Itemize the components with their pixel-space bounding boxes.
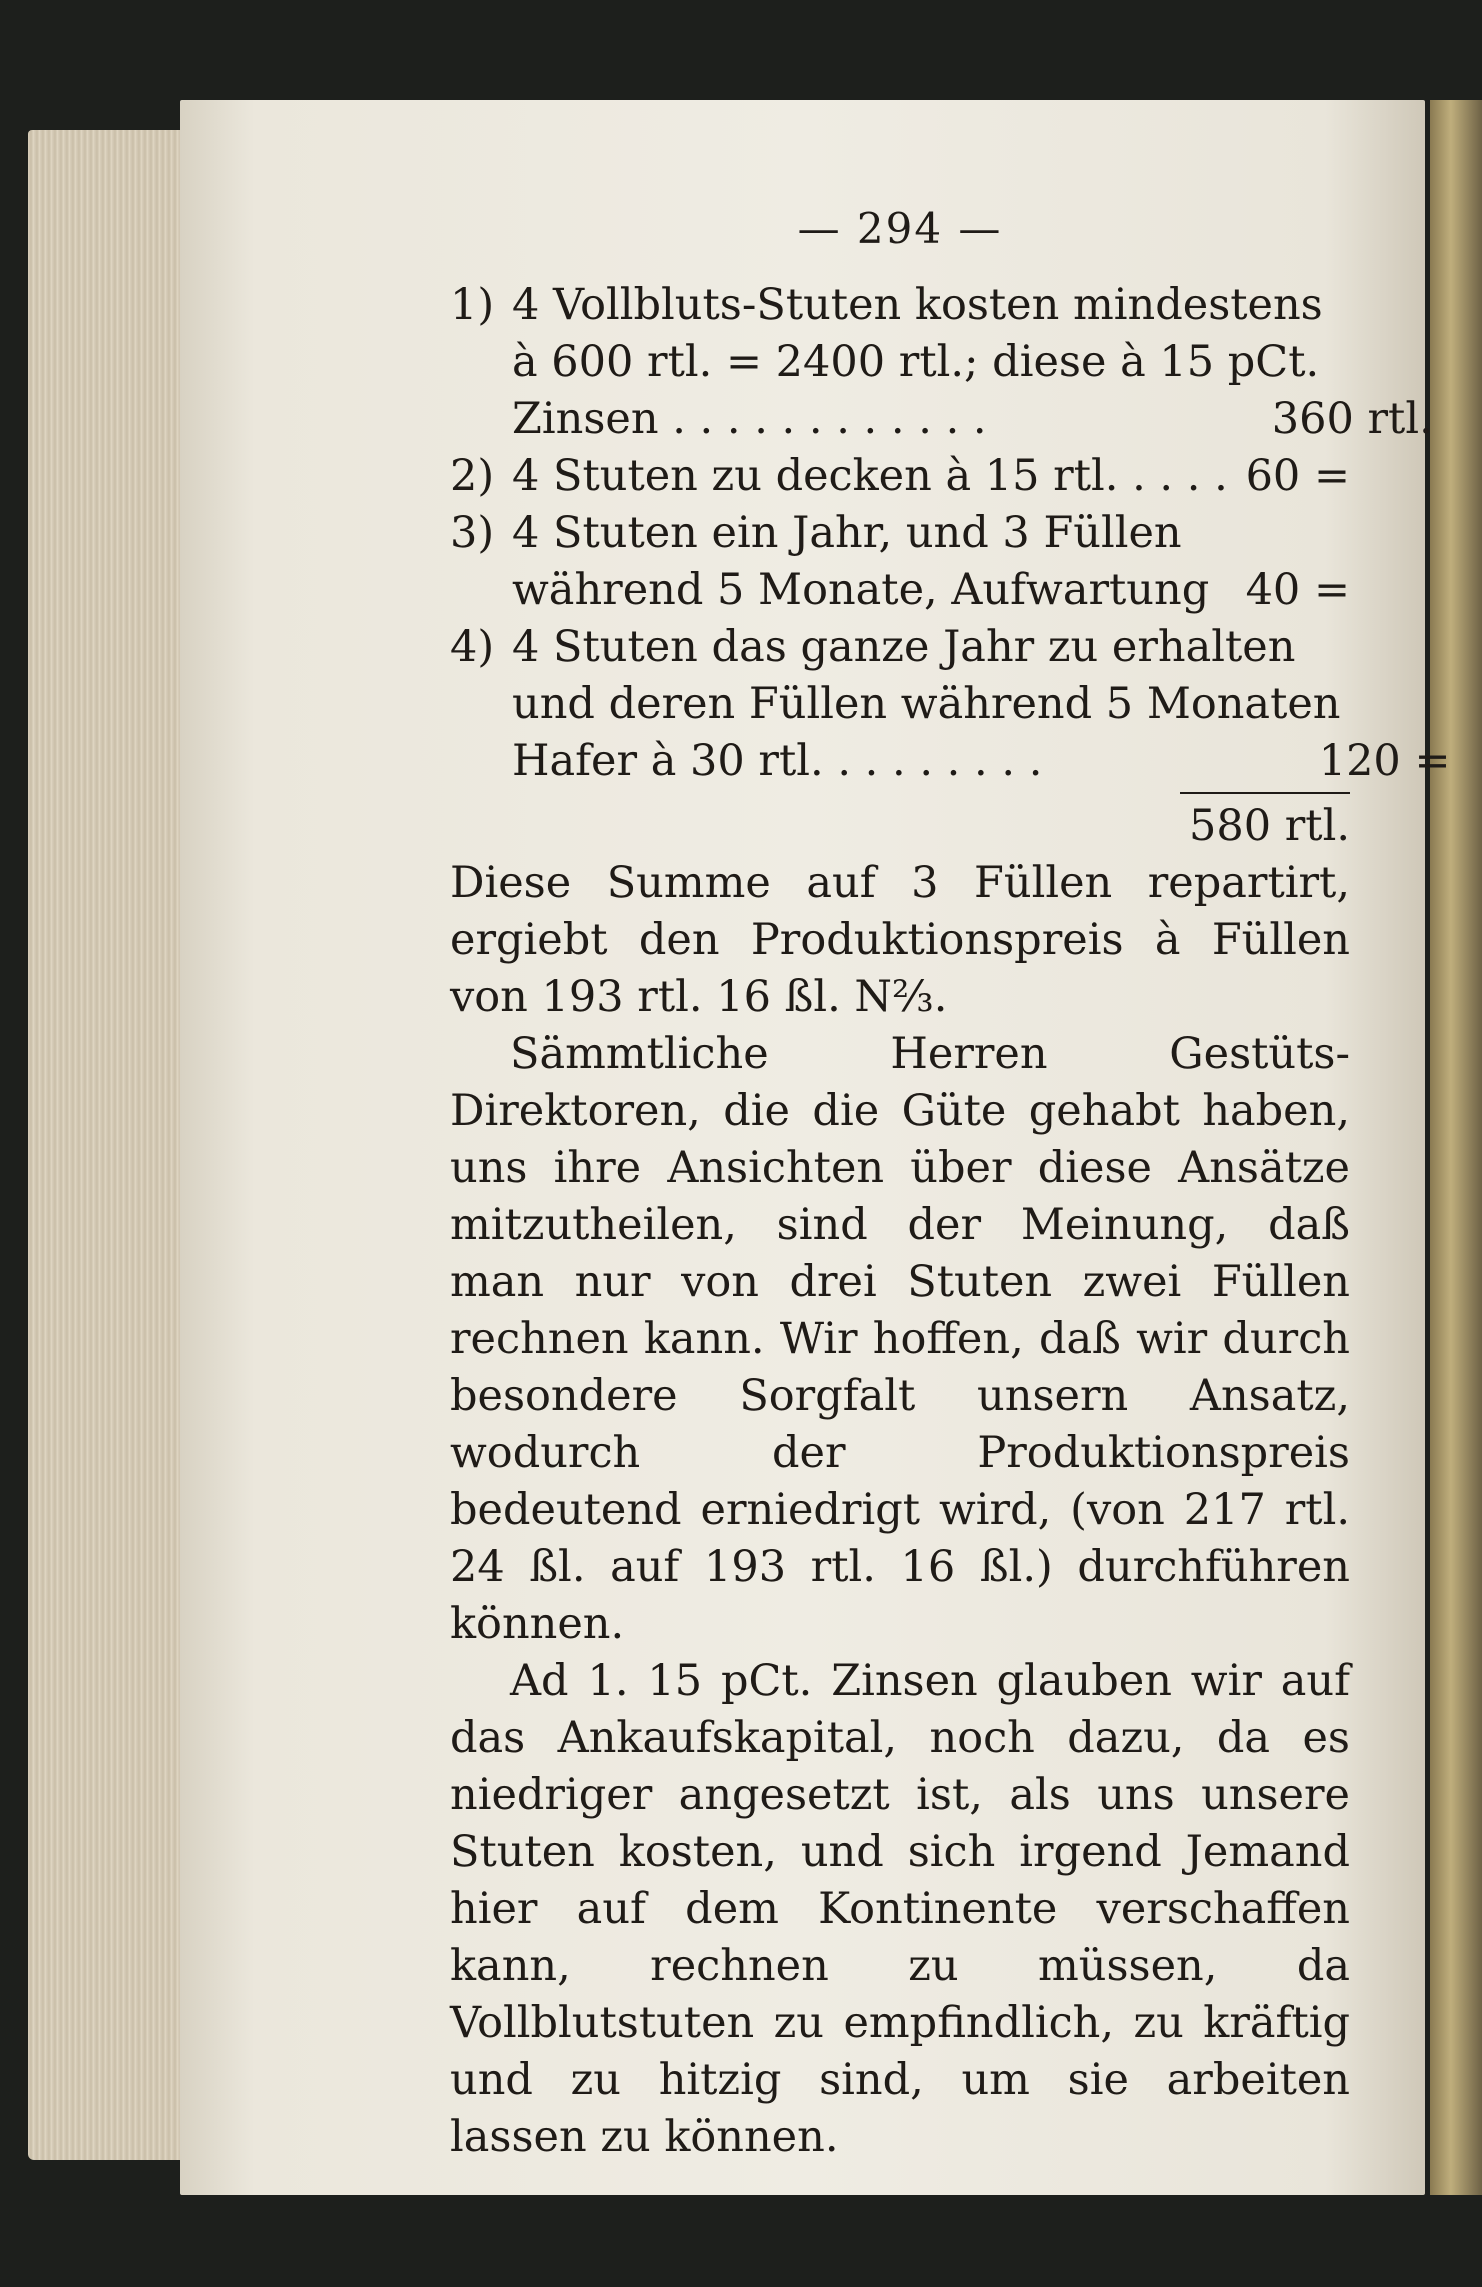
item-number: 2) — [450, 451, 495, 501]
next-page-edge — [1430, 100, 1482, 2195]
cost-item-4 — [450, 619, 1451, 790]
paragraph: Ad 1. 15 pCt. Zinsen glauben wir auf das Ankaufskapital, noch dazu, da es niedriger angesetzt ist, als uns unsere Stuten kosten, und sich irgend Jemand hier auf dem Kontinente verschaffen kann, rechnen zu müssen, da Vollblutstuten zu empfindlich, zu kräftig und zu hitzig sind, um sie arbeiten lassen zu können. — [450, 1656, 1350, 2162]
item-amount: 360 rtl. — [1271, 394, 1433, 444]
item-amount: 40 = — [1245, 565, 1350, 615]
cost-item-1 — [450, 277, 1433, 448]
paragraph: Diese Summe auf 3 Füllen repartirt, ergiebt den Produktionspreis à Füllen von 193 rtl. 16 ßl. N⅔. — [450, 858, 1350, 1022]
item-line: 4 Stuten zu decken à 15 rtl. . . . . — [512, 451, 1228, 501]
total-amount: 580 rtl. — [1180, 792, 1350, 855]
page-number: — 294 — — [797, 204, 1003, 253]
item-amount: 60 = — [1245, 451, 1350, 501]
item-line: à 600 rtl. = 2400 rtl.; diese à 15 pCt. — [512, 337, 1320, 387]
item-line: Hafer à 30 rtl. . . . . . . . . — [512, 736, 1043, 786]
item-line: 4 Stuten ein Jahr, und 3 Füllen — [512, 508, 1182, 558]
item-line: 4 Stuten das ganze Jahr zu erhalten — [512, 622, 1296, 672]
paragraph: Sämmtliche Herren Gestüts-Direktoren, die die Güte gehabt haben, uns ihre Ansichten über diese Ansätze mitzutheilen, sind der Meinung, daß man nur von drei Stuten zwei Füllen rechnen kann. Wir hoffen, daß wir durch besondere Sorgfalt unsern Ansatz, wodurch der Produktionspreis bedeutend erniedrigt wird, (von 217 rtl. 24 ßl. auf 193 rtl. 16 ßl.) durchführen können. — [450, 1029, 1350, 1649]
item-number: 1) — [450, 280, 495, 330]
item-number: 3) — [450, 508, 495, 558]
page-text — [450, 200, 1451, 2166]
item-number: 4) — [450, 622, 495, 672]
cost-item-2 — [450, 448, 1350, 505]
item-line: 4 Vollbluts-Stuten kosten mindestens — [512, 280, 1323, 330]
cost-item-3 — [450, 505, 1350, 619]
item-line: Zinsen . . . . . . . . . . . . — [512, 394, 987, 444]
item-line: während 5 Monate, Aufwartung — [512, 565, 1210, 615]
item-amount: 120 = — [1318, 736, 1451, 786]
item-line: und deren Füllen während 5 Monaten — [512, 679, 1341, 729]
